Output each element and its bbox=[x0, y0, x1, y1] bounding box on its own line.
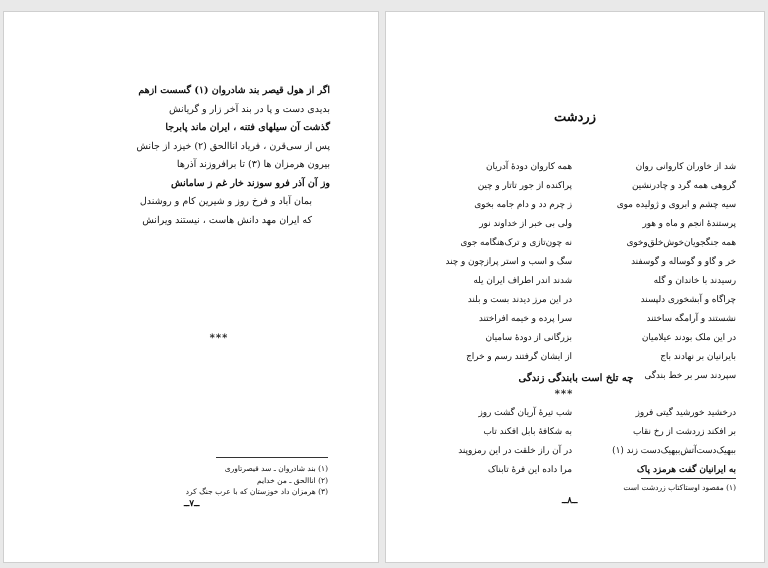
verse-line: شب تیرهٔ آریان گشت روز bbox=[478, 408, 572, 418]
verse-line: سپردند سر بر خط بندگی bbox=[644, 371, 736, 381]
verse-line: در این ملک بودند عیلامیان bbox=[641, 333, 736, 343]
verse-column-right-2 bbox=[578, 404, 736, 480]
verse-line: چراگاه و آبشخوری دلپسند bbox=[640, 295, 736, 305]
footnotes bbox=[128, 463, 328, 498]
section-heading: چه تلخ است بابندگی زندگی bbox=[518, 373, 634, 384]
verse-line: به شکافهٔ بابل افکند تاب bbox=[483, 427, 572, 437]
verse-line: نشستند و آرامگه ساختند bbox=[646, 314, 736, 324]
footnote-divider bbox=[216, 457, 328, 458]
verse-line: رسیدند با خاندان و گله bbox=[653, 276, 736, 286]
right-page bbox=[386, 12, 764, 562]
verse-line: ببهیک‌دست‌آتش‌ببهیک‌دست زند (۱) bbox=[612, 446, 736, 456]
verse-line: سگ و اسب و استر پرازچون و چند bbox=[445, 257, 572, 267]
page-number: ــ۸ــ bbox=[562, 496, 578, 506]
page-title: زردشت bbox=[553, 110, 596, 125]
verse-line: سرا پرده و خیمه افراختند bbox=[478, 314, 572, 324]
verse-line: ز چرم دد و دام جامه بخوی bbox=[474, 200, 572, 210]
verse-line: خر و گاو و گوساله و گوسفند bbox=[631, 257, 736, 267]
page-number: ــ۷ــ bbox=[184, 499, 200, 509]
verse-line: بایرانیان بر نهادند باج bbox=[660, 352, 736, 362]
verse-line: درخشید خورشید گیتی فروز bbox=[635, 408, 736, 418]
verse-line: سیه چشم و ابروی و ژولیده موی bbox=[616, 200, 736, 210]
verse-line: بزرگانی از دودهٔ سامیان bbox=[485, 333, 572, 343]
poem-line: گذشت آن سیلهای فتنه ، ایران ماند پابرجا bbox=[165, 122, 330, 133]
section-stars: *** bbox=[554, 389, 574, 400]
verse-line: همه جنگجویان‌خوش‌خلق‌و‌خوی bbox=[626, 238, 736, 248]
poem-line: بمان آباد و فرخ روز و شیرین کام و روشندل bbox=[139, 196, 312, 207]
verse-line: همه کاروان دودهٔ آدریان bbox=[486, 162, 572, 172]
verse-column-right bbox=[578, 158, 736, 386]
poem-line: اگر از هول قیصر بند شادروان (۱) گسست ازهم bbox=[138, 85, 330, 96]
verse-line: در آن راز خلقت در این رمزوپند bbox=[458, 446, 572, 456]
poem-line: وز آن آذر فرو سوزند خار غم ز سامانش bbox=[171, 177, 330, 189]
verse-line: ولی بی خبر از خداوند نور bbox=[479, 219, 572, 229]
verse-line: گروهی همه گرد و چادرنشین bbox=[631, 181, 736, 191]
verse-line: نه چون‌تازی و ترک‌هنگامه جوی bbox=[460, 238, 572, 248]
verse-line: مرا داده این فرهٔ تابناک bbox=[487, 465, 572, 475]
verse-line: بر افکند زردشت از رخ نقاب bbox=[633, 427, 736, 437]
poem-line: پس از سی‌قرن ، فریاد اناالحق (۲) خیزد از جانش bbox=[136, 140, 330, 152]
verse-column-left bbox=[416, 158, 572, 367]
poem-block bbox=[30, 82, 330, 230]
verse-line: شد از خاوران کاروانی روان bbox=[635, 162, 736, 172]
footnote: (۱) بند شادروان ـ سد قیصرتاوری bbox=[224, 464, 328, 473]
footnote: (۲) اناالحق ـ من خدایم bbox=[256, 475, 328, 485]
footnote: (۱) مقصود اوستاکتاب زردشت است bbox=[623, 483, 736, 492]
verse-line: در این مرز دیدند بست و بلند bbox=[467, 295, 572, 305]
verse-line: از ایشان گرفتند رسم و خراج bbox=[466, 352, 572, 362]
poem-line: بدیدی دست و پا در بند آخر زار و گریانش bbox=[168, 103, 330, 115]
footnote-divider bbox=[641, 478, 736, 479]
footnote: (۳) هرمزان داد خوزستان که با عرب جنگ کرد bbox=[185, 487, 328, 496]
poem-line: که ایران مهد دانش هاست ، نیستند ویرانش bbox=[142, 214, 312, 226]
poem-line: بیرون هرمزان ها (۳) تا برافروزند آذرها bbox=[176, 159, 330, 170]
left-page bbox=[4, 12, 378, 562]
section-stars: *** bbox=[209, 333, 229, 344]
verse-line: پراکنده از جور تاتار و چین bbox=[477, 181, 572, 191]
verse-line: پرستندهٔ انجم و ماه و هور bbox=[642, 219, 736, 229]
verse-column-left-2 bbox=[416, 404, 572, 480]
verse-line: به ایرانیان گفت هرمزد پاک bbox=[636, 465, 736, 475]
verse-line: شدند اندر اطراف ایران یله bbox=[473, 276, 572, 286]
